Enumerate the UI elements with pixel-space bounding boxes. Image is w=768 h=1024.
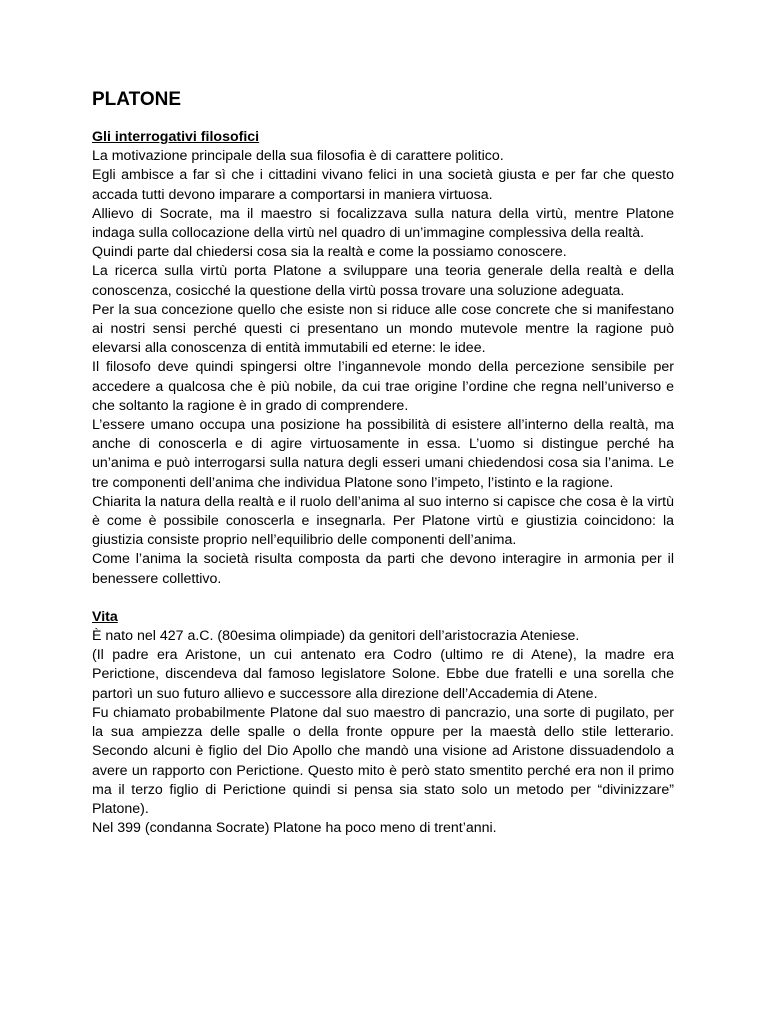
section-spacer: [92, 589, 674, 608]
paragraph: Chiarita la natura della realtà e il ruolo dell’anima al suo interno si capisce che cosa è la virtù è come è possibile conoscerla e insegnarla. Per Platone virtù e giustizia coincidono: la giustizia consiste proprio nell’equilibrio delle componenti dell’anima.: [92, 493, 674, 549]
paragraph: La ricerca sulla virtù porta Platone a sviluppare una teoria generale della realtà e della conoscenza, cosicché la questione della virtù possa trovare una soluzione adeguata.: [92, 263, 674, 299]
paragraph: Per la sua concezione quello che esiste non si riduce alle cose concrete che si manifestano ai nostri sensi perché questi ci presentano un mondo mutevole mentre la ragione può elevarsi alla conoscenza di entità immutabili ed eterne: le idee.: [92, 301, 674, 357]
paragraph: Allievo di Socrate, ma il maestro si focalizzava sulla natura della virtù, mentre Platone indaga sulla collocazione della virtù nel quadro di un’immagine complessiva della realtà.: [92, 205, 674, 242]
section-heading: Gli interrogativi filosofici: [92, 129, 260, 145]
paragraph: Fu chiamato probabilmente Platone dal suo maestro di pancrazio, una sorte di pugilato, per la sua ampiezza delle spalle o della fronte oppure per la maestà dello stile letterario. Secondo alcuni è figlio del Dio Apollo che mandò una visione ad Aristone dissuadendolo a avere un rapporto con Perictione. Questo mito è però stato smentito perché era non il primo ma il terzo figlio di Perictione quindi si pensa sia stato solo un metodo per “divinizzare” Platone).: [92, 704, 674, 817]
section-vita: [92, 608, 674, 838]
paragraph: Come l’anima la società risulta composta da parti che devono interagire in armonia per il benessere collettivo.: [92, 551, 674, 587]
document-page: [92, 88, 674, 838]
document-title: PLATONE: [92, 89, 182, 110]
paragraph: Nel 399 (condanna Socrate) Platone ha poco meno di trent’anni.: [92, 820, 497, 837]
paragraph: È nato nel 427 a.C. (80esima olimpiade) da genitori dell’aristocrazia Ateniese.: [92, 628, 580, 645]
section-interrogativi-filosofici: [92, 128, 674, 589]
paragraph: Il filosofo deve quindi spingersi oltre l’ingannevole mondo della percezione sensibile per accedere a qualcosa che è più nobile, da cui trae origine l’ordine che regna nell’universo e che soltanto la ragione è in grado di comprendere.: [92, 359, 674, 414]
paragraph: Egli ambisce a far sì che i cittadini vivano felici in una società giusta e per far che questo accada tutti devono imparare a comportarsi in maniera virtuosa.: [92, 167, 674, 203]
paragraph: L’essere umano occupa una posizione ha possibilità di esistere all’interno della realtà, ma anche di conoscerla e di agire virtuosamente in essa. L’uomo si distingue perché ha un’anima e può interrogarsi sulla natura degli esseri umani chiedendosi cosa sia l’anima. Le tre componenti dell’anima che individua Platone sono l’impeto, l’istinto e la ragione.: [92, 417, 674, 491]
paragraph: (Il padre era Aristone, un cui antenato era Codro (ultimo re di Atene), la madre era Perictione, discendeva dal famoso legislatore Solone. Ebbe due fratelli e una sorella che partorì un suo futuro allievo e successore alla direzione dell’Accademia di Atene.: [92, 647, 674, 702]
section-heading: Vita: [92, 608, 118, 625]
paragraph: La motivazione principale della sua filosofia è di carattere politico.: [92, 148, 504, 165]
paragraph: Quindi parte dal chiedersi cosa sia la realtà e come la possiamo conoscere.: [92, 244, 567, 261]
